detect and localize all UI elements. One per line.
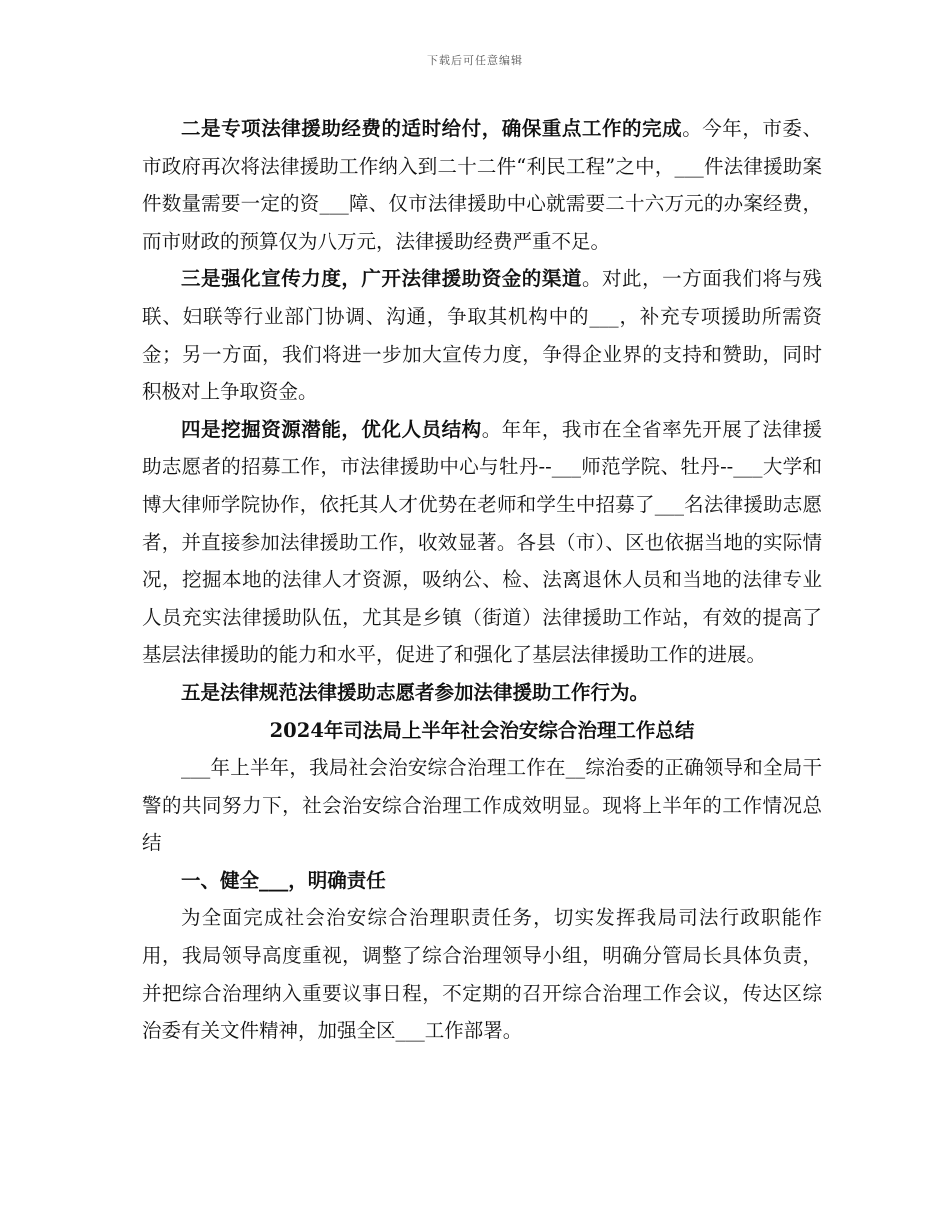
- document-title: 2024年司法局上半年社会治安综合治理工作总结: [269, 718, 695, 742]
- paragraph-lead: 四是挖掘资源潜能，优化人员结构: [181, 417, 482, 441]
- paragraph-text: 。今年，市委、市政府再次将法律援助工作纳入到二十二件“利民工程”之中，___件法律援助案件数量需要一定的资___障、仅市法律援助中心就需要二十六万元的办案经费，而市财政的预算仅为八万元，法律援助经费严重不足。: [142, 117, 822, 253]
- paragraph-funding: [142, 110, 822, 260]
- paragraph-text: 。对此，一方面我们将与残联、妇联等行业部门协调、沟通，争取其机构中的___，补充专项援助所需资金；另一方面，我们将进一步加大宣传力度，争得企业界的支持和赞助，同时积极对上争取资金。: [142, 267, 822, 404]
- document-body: [142, 110, 822, 1050]
- section-paragraph: 为全面完成社会治安综合治理职责任务，切实发挥我局司法行政职能作用，我局领导高度重视，调整了综合治理领导小组，明确分管局长具体负责，并把综合治理纳入重要议事日程，不定期的召开综合治理工作会议，传达区综治委有关文件精神，加强全区___工作部署。: [142, 906, 822, 1043]
- paragraph-resources: [142, 411, 822, 674]
- paragraph-lead: 二是专项法律援助经费的适时给付，确保重点工作的完成: [181, 117, 683, 140]
- paragraph-publicity: [142, 260, 822, 410]
- page-header: 下载后可任意编辑: [427, 54, 523, 67]
- paragraph-lead: 三是强化宣传力度，广开法律援助资金的渠道: [181, 267, 582, 291]
- paragraph-volunteers: [142, 674, 822, 712]
- intro-paragraph: ___年上半年，我局社会治安综合治理工作在__综治委的正确领导和全局干警的共同努力下，社会治安综合治理工作成效明显。现将上半年的工作情况总结: [142, 756, 822, 855]
- section-heading: 一、健全___，明确责任: [181, 868, 386, 892]
- paragraph-text: 。年年，我市在全省率先开展了法律援助志愿者的招募工作，市法律援助中心与牡丹--___师范学院、牡丹--___大学和博大律师学院协作，依托其人才优势在老师和学生中招募了___名法律援助志愿者，并直接参加法律援助工作，收效显著。各县（市）、区也依据当地的实际情况，挖掘本地的法律人才资源，吸纳公、检、法离退休人员和当地的法律专业人员充实法律援助队伍，尤其是乡镇（街道）法律援助工作站，有效的提高了基层法律援助的能力和水平，促进了和强化了基层法律援助工作的进展。: [142, 417, 822, 667]
- paragraph-lead: 五是法律规范法律援助志愿者参加法律援助工作行为。: [181, 680, 650, 704]
